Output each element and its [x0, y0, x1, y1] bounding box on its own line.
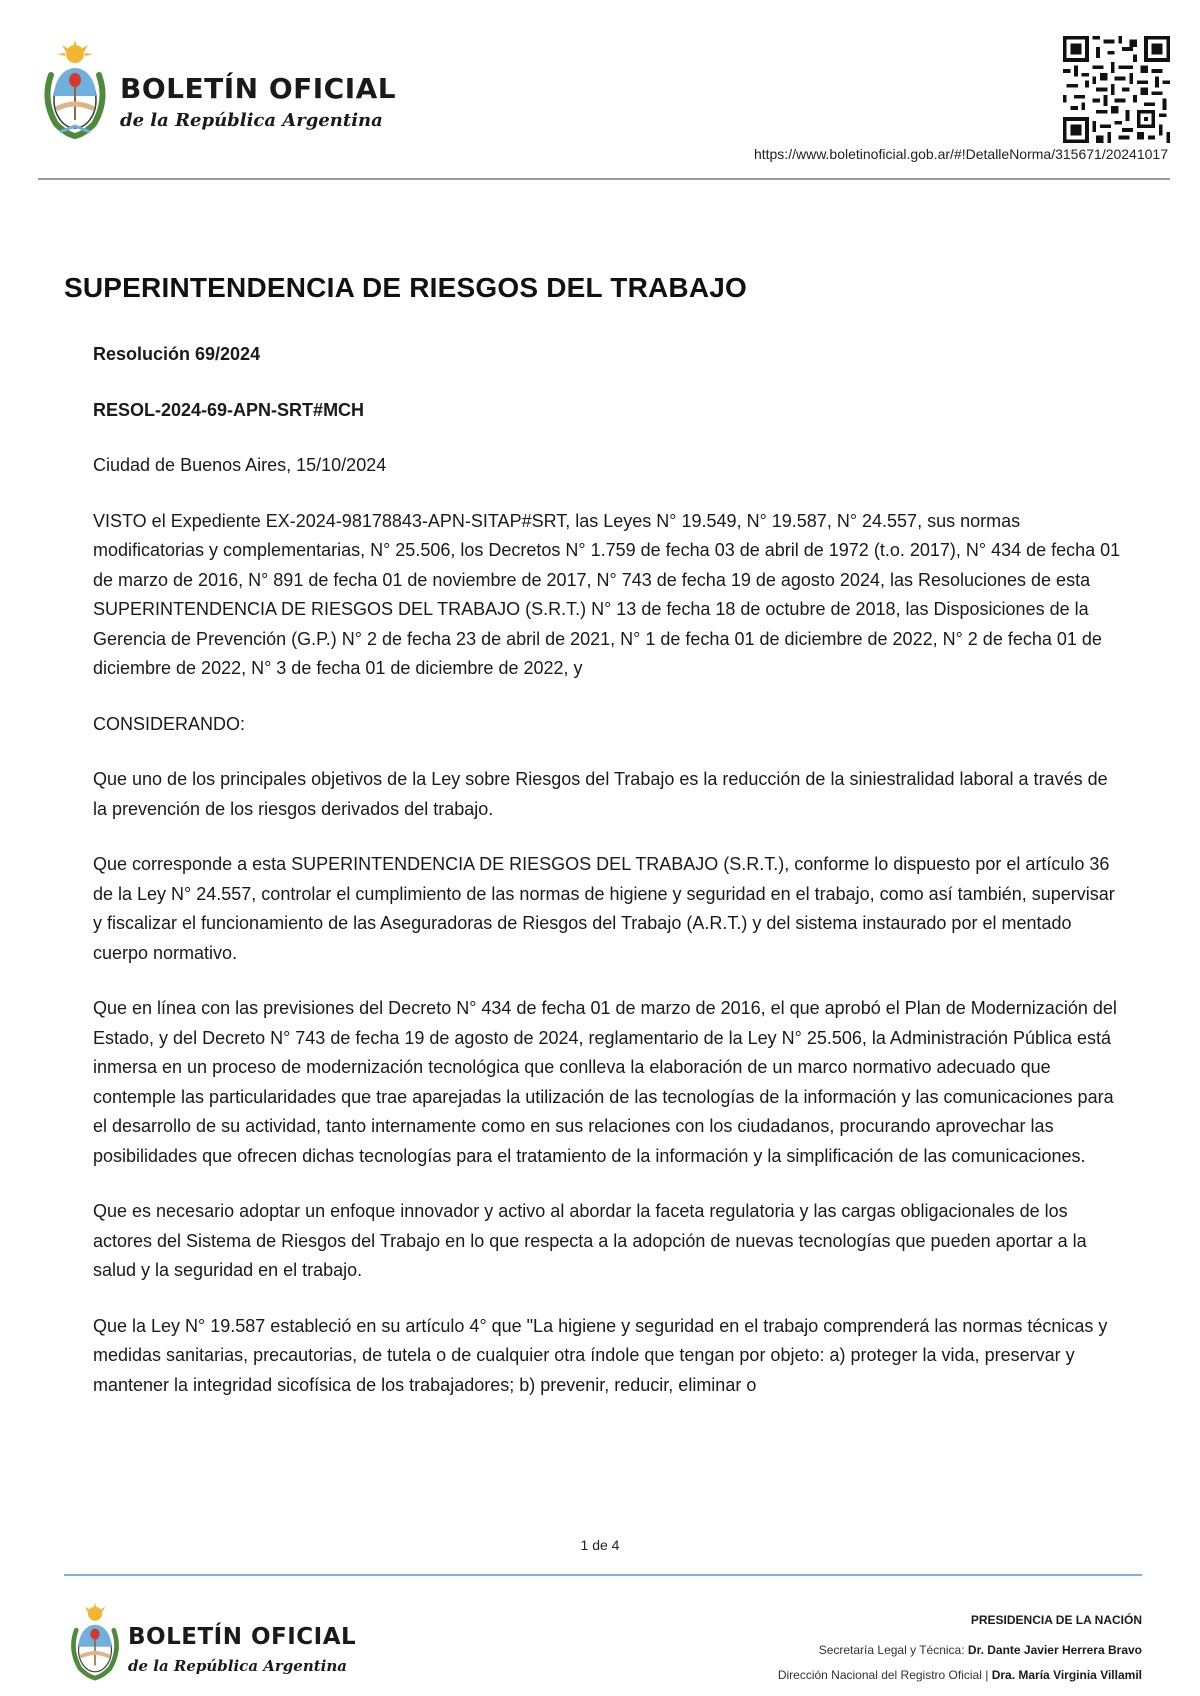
paragraph: Que la Ley N° 19.587 estableció en su artículo 4° que "La higiene y seguridad en el trabajo comprenderá las normas técnicas y medidas sanitarias, precautorias, de tutela o de cualquier otra índole que tengan por objeto: a) proteger la vida, preservar y mantener la integridad sicofísica de los trabajadores; b) prevenir, reducir, eliminar o — [93, 1315, 1108, 1395]
paragraph: Que corresponde a esta SUPERINTENDENCIA DE RIESGOS DEL TRABAJO (S.R.T.), conforme lo dispuesto por el artículo 36 de la Ley N° 24.557, controlar el cumplimiento de las normas de higiene y seguridad en el trabajo, como así también, supervisar y fiscalizar el funcionamiento de las Aseguradoras de Riesgos del Trabajo (A.R.T.) y del sistema instaurado por el mentado cuerpo normativo. — [93, 854, 1115, 963]
page-number: 1 de 4 — [580, 1537, 620, 1553]
resolution-number: Resolución 69/2024 — [93, 344, 261, 364]
secretaria-name: Dr. Dante Javier Herrera Bravo — [967, 1643, 1142, 1657]
qr-code-icon[interactable] — [1063, 36, 1170, 143]
secretaria-line — [819, 1643, 1142, 1657]
footer-logo-title: BOLETÍN OFICIAL — [128, 1624, 357, 1650]
paragraph-visto: VISTO el Expediente EX-2024-98178843-APN-SITAP#SRT, las Leyes N° 19.549, N° 19.587, N° 24.557, sus normas modificatorias y complementarias, N° 25.506, los Decretos N° 1.759 de fecha 03 de abril de 1972 (t.o. 2017), N° 434 de fecha 01 de marzo de 2016, N° 891 de fecha 01 de noviembre de 2017, N° 743 de fecha 19 de agosto 2024, las Resoluciones de esta SUPERINTENDENCIA DE RIESGOS DEL TRABAJO (S.R.T.) N° 13 de fecha 18 de octubre de 2018, las Disposiciones de la Gerencia de Prevención (G.P.) N° 2 de fecha 23 de abril de 2021, N° 1 de fecha 01 de diciembre de 2022, N° 2 de fecha 01 de diciembre de 2022, N° 3 de fecha 01 de diciembre de 2022, y — [93, 510, 1121, 678]
paragraph-considerando: CONSIDERANDO: — [93, 713, 246, 734]
direccion-name: Dra. María Virginia Villamil — [991, 1668, 1142, 1682]
footer-logo — [66, 1600, 366, 1690]
logo-subtitle: de la República Argentina — [120, 110, 383, 131]
argentina-coat-of-arms-icon — [66, 1600, 124, 1684]
header-logo — [38, 40, 397, 150]
argentina-coat-of-arms-icon — [38, 40, 112, 140]
logo-title: BOLETÍN OFICIAL — [120, 72, 397, 105]
secretaria-label: Secretaría Legal y Técnica: — [818, 1643, 965, 1657]
direccion-label: Dirección Nacional del Registro Oficial | — [777, 1668, 989, 1682]
paragraph: Que es necesario adoptar un enfoque innovador y activo al abordar la faceta regulatoria y las cargas obligacionales de los actores del Sistema de Riesgos del Trabajo en lo que respecta a la adopción de nuevas tecnologías que pueden aportar a la salud y la seguridad en el trabajo. — [93, 1201, 1087, 1280]
place-date: Ciudad de Buenos Aires, 15/10/2024 — [93, 455, 387, 475]
direccion-line — [778, 1668, 1142, 1682]
paragraph: Que en línea con las previsiones del Decreto N° 434 de fecha 01 de marzo de 2016, el que aprobó el Plan de Modernización del Estado, y del Decreto N° 743 de fecha 19 de agosto de 2024, reglamentario de la Ley N° 25.506, la Administración Pública está inmersa en un proceso de modernización tecnológica que conlleva la elaboración de un marco normativo adecuado que contemple las particularidades que trae aparejadas la utilización de las tecnologías de la información y las comunicaciones para el desarrollo de su actividad, tanto internamente como en sus relaciones con los ciudadanos, procurando aprovechar las posibilidades que ofrecen dichas tecnologías para el tratamiento de la información y la simplificación de las comunicaciones. — [93, 998, 1117, 1166]
agency-title: SUPERINTENDENCIA DE RIESGOS DEL TRABAJO — [64, 272, 747, 303]
paragraph: Que uno de los principales objetivos de la Ley sobre Riesgos del Trabajo es la reducción de la siniestralidad laboral a través de la prevención de los riesgos derivados del trabajo. — [93, 769, 1108, 819]
document-body — [93, 340, 1123, 1426]
footer-logo-subtitle: de la República Argentina — [128, 1657, 347, 1675]
resolution-code: RESOL-2024-69-APN-SRT#MCH — [93, 399, 365, 420]
header-divider — [38, 178, 1170, 180]
presidency-label: PRESIDENCIA DE LA NACIÓN — [970, 1613, 1142, 1627]
document-url-link[interactable]: https://www.boletinoficial.gob.ar/#!DetalleNorma/315671/20241017 — [753, 146, 1168, 162]
footer-divider — [64, 1574, 1142, 1576]
